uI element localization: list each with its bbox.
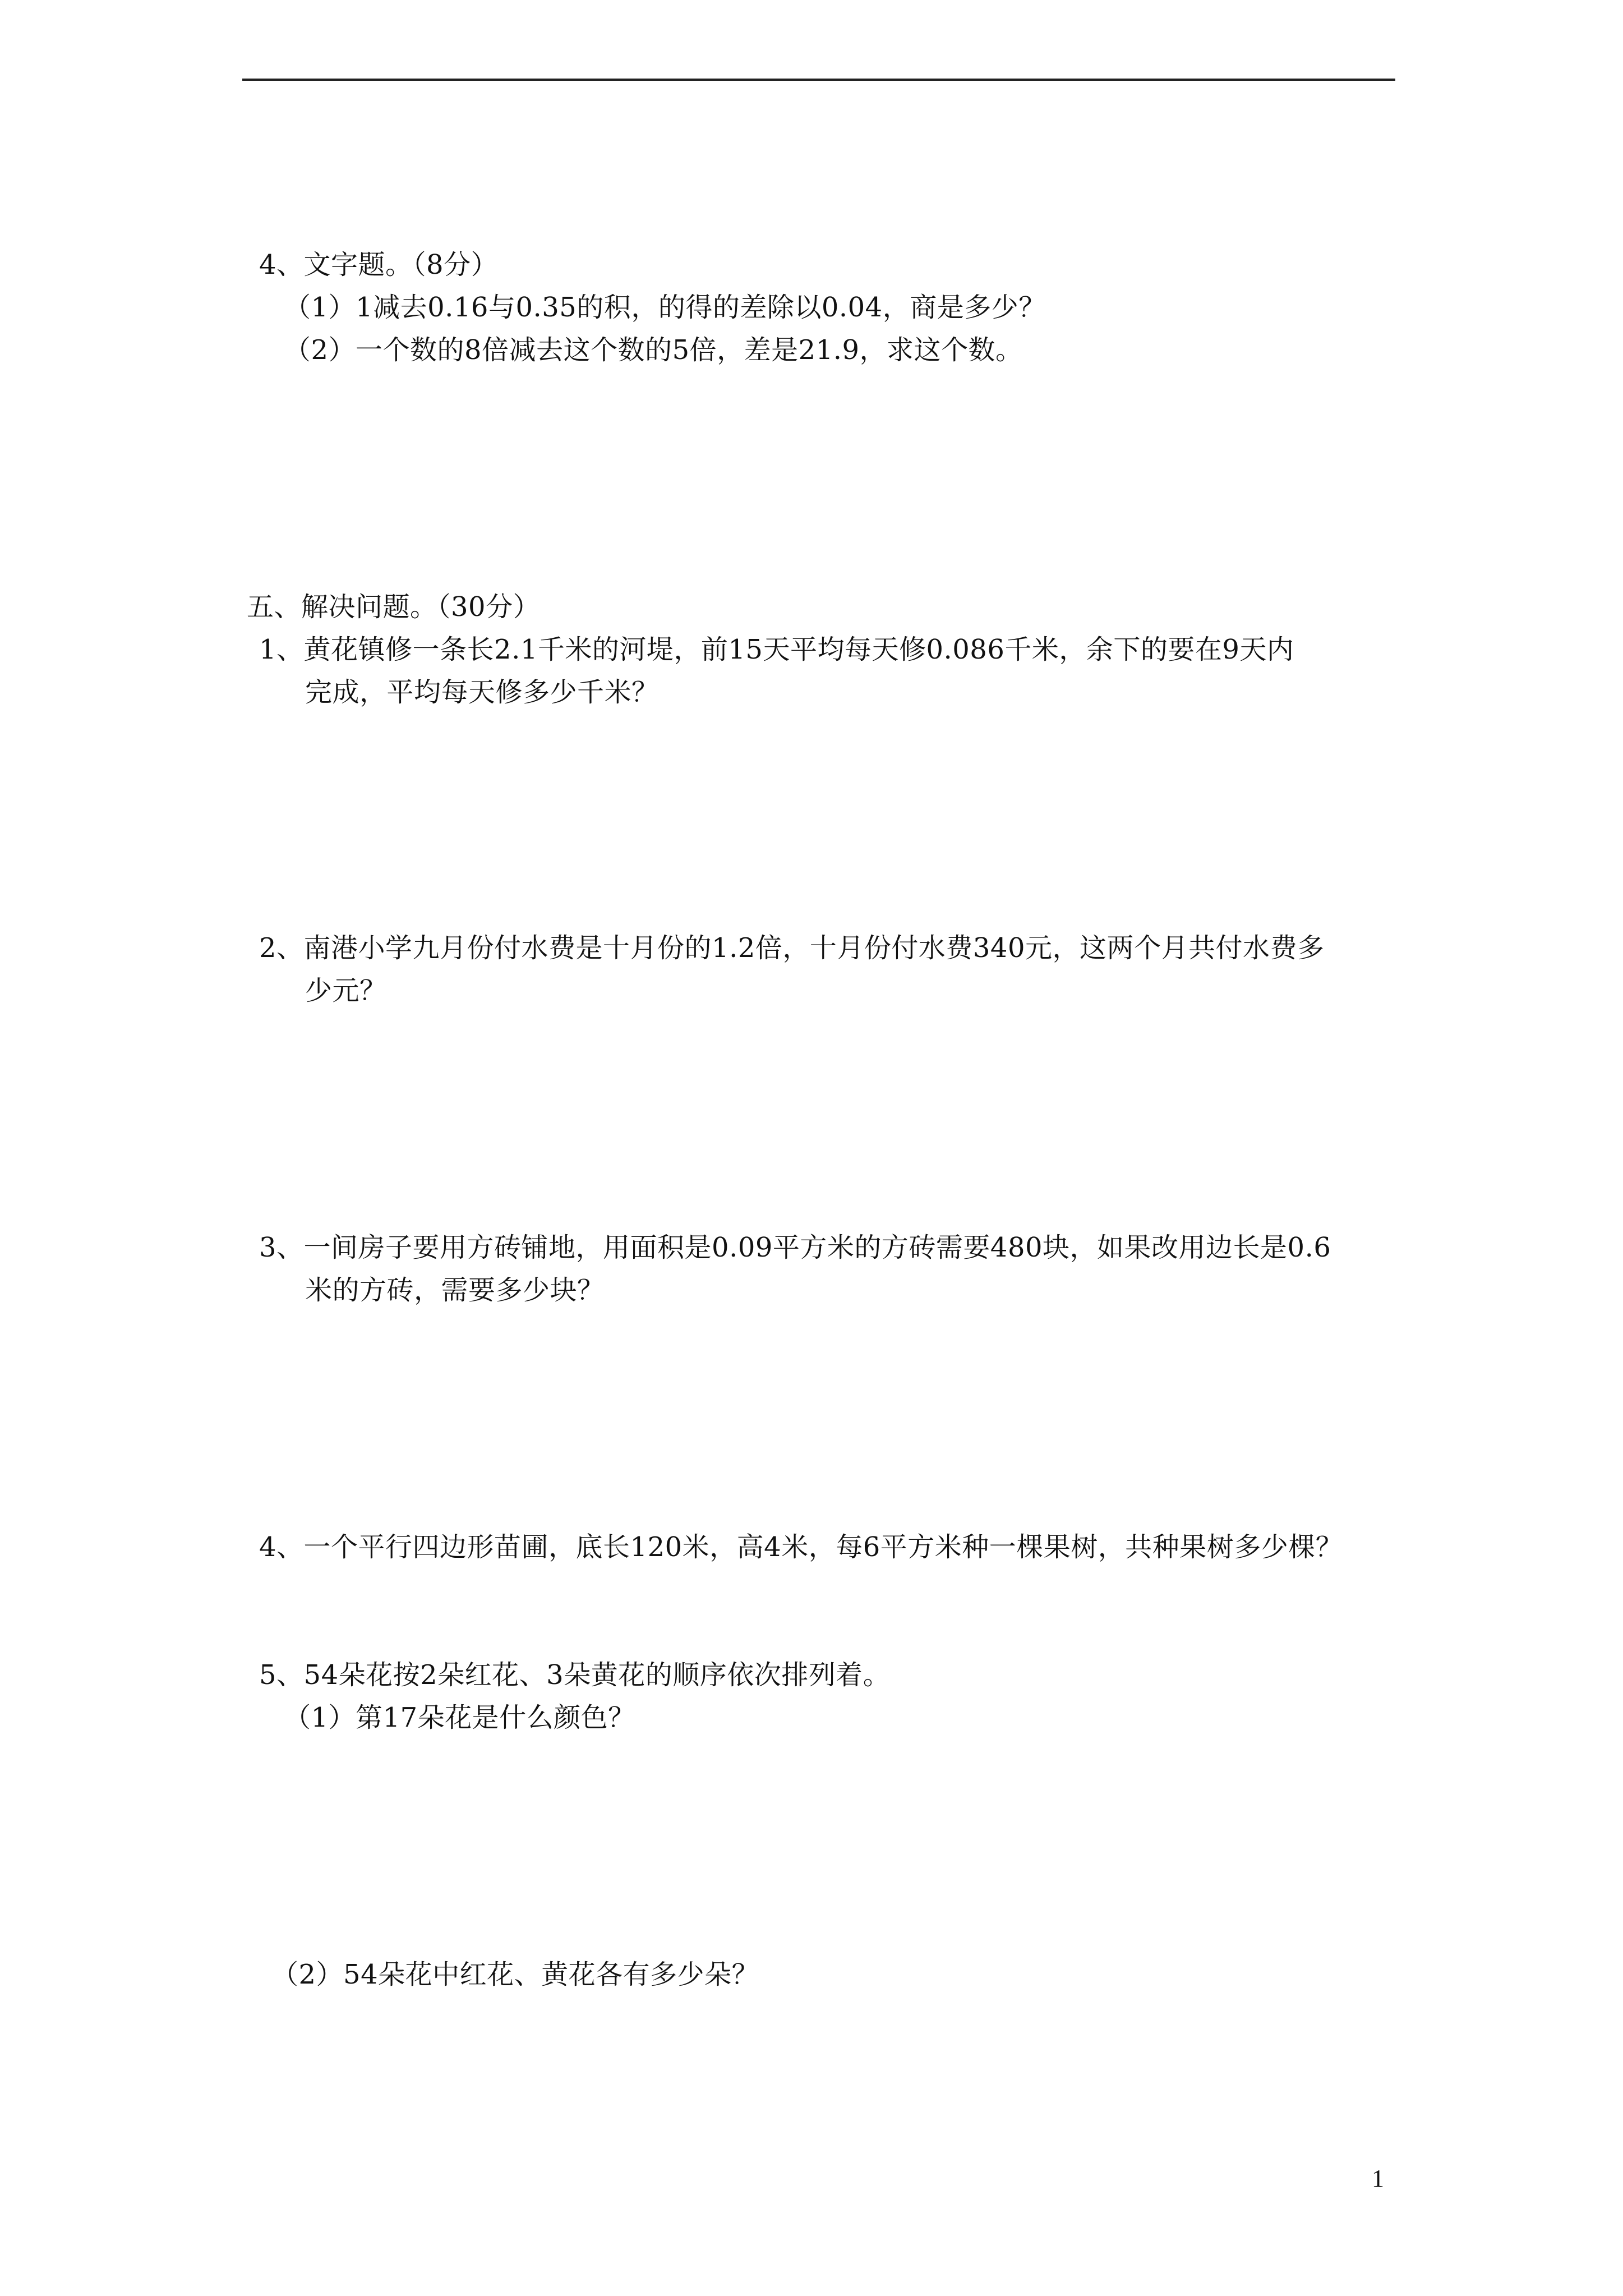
problem-1-line-2: 完成，平均每天修多少千米？ (305, 677, 659, 708)
problem-5: 5、54朵花按2朵红花、3朵黄花的顺序依次排列着。 (259, 1659, 891, 1691)
problem-2-line-2: 少元？ (305, 975, 387, 1006)
problem-5-question-1: （1）第17朵花是什么颜色？ (284, 1702, 635, 1733)
problem-4: 4、一个平行四边形苗圃，底长120米，高4米，每6平方米种一棵果树，共种果树多少棵？ (259, 1531, 1343, 1563)
section5-heading: 五、解决问题。（30分） (247, 591, 541, 623)
section4-question-2: （2）一个数的8倍减去这个数的5倍，差是21.9，求这个数。 (284, 334, 1023, 366)
problem-5-question-2: （2）54朵花中红花、黄花各有多少朵？ (271, 1959, 759, 1990)
problem-2-line-1: 2、南港小学九月份付水费是十月份的1.2倍，十月份付水费340元，这两个月共付水费多 (259, 932, 1325, 964)
problem-3-line-1: 3、一间房子要用方砖铺地，用面积是0.09平方米的方砖需要480块，如果改用边长是0.6 (259, 1232, 1331, 1263)
problem-3-line-2: 米的方砖，需要多少块？ (305, 1274, 605, 1306)
section4-heading: 4、文字题。（8分） (259, 249, 499, 280)
section4-question-1: （1）1减去0.16与0.35的积，的得的差除以0.04，商是多少？ (284, 292, 1046, 323)
problem-1-line-1: 1、黄花镇修一条长2.1千米的河堤，前15天平均每天修0.086千米，余下的要在9天内 (259, 634, 1294, 665)
header-rule (242, 79, 1395, 81)
page-number: 1 (1372, 2165, 1384, 2192)
